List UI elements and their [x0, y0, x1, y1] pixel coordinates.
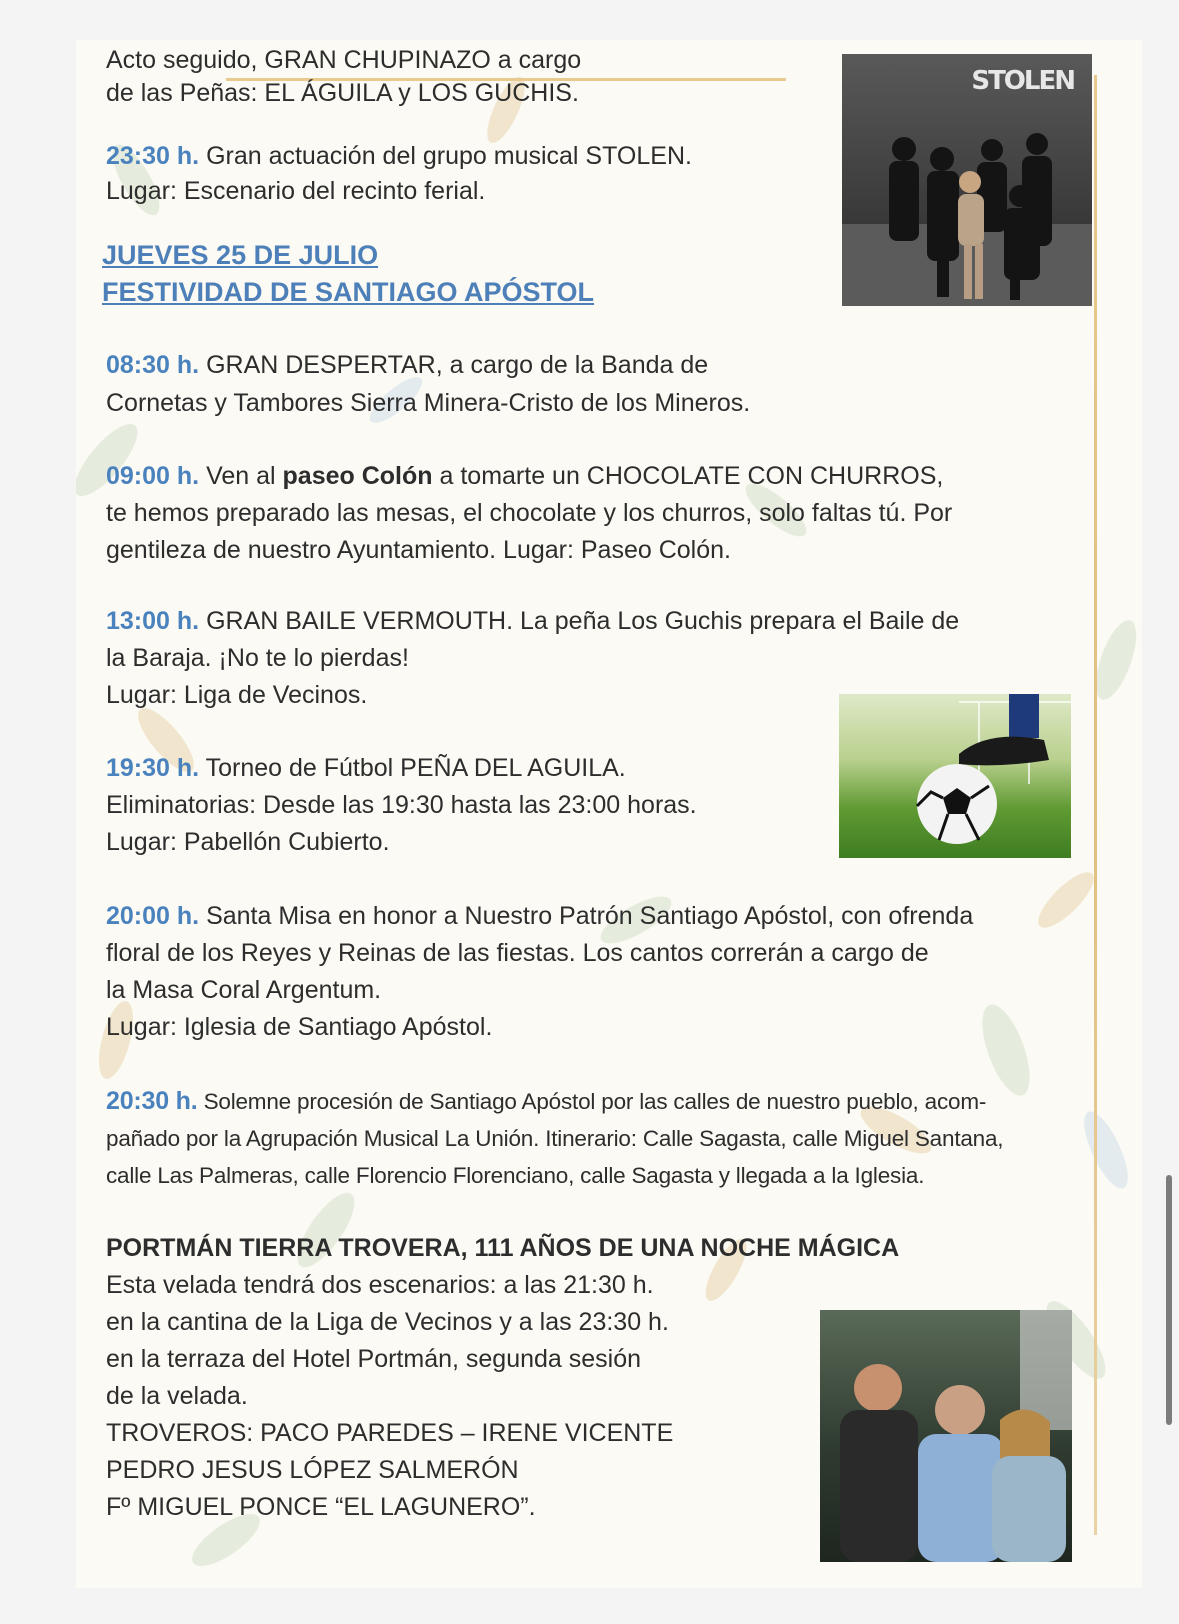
trovera-line-7: Fº MIGUEL PONCE “EL LAGUNERO”. [106, 1493, 536, 1521]
procesion-event [106, 1083, 986, 1120]
event-description: GRAN DESPERTAR, a cargo de la Banda de [206, 351, 709, 379]
day-heading-line-1: JUEVES 25 DE JULIO [102, 240, 379, 270]
football-photo [839, 694, 1071, 858]
vermouth-line-2: la Baraja. ¡No te lo pierdas! [106, 644, 409, 672]
chupinazo-line-1: Acto seguido, GRAN CHUPINAZO a cargo [106, 46, 582, 74]
event-time: 23:30 h. [106, 142, 200, 170]
procesion-line-2: pañado por la Agrupación Musical La Unión. Itinerario: Calle Sagasta, calle Miguel Santana, [106, 1126, 1004, 1151]
misa-line-3: la Masa Coral Argentum. [106, 976, 382, 1004]
event-description: Ven al [206, 462, 276, 490]
procesion-line-3: calle Las Palmeras, calle Florencio Florenciano, calle Sagasta y llegada a la Iglesia. [106, 1163, 925, 1188]
event-description: Solemne procesión de Santiago Apóstol por las calles de nuestro pueblo, acom- [203, 1089, 987, 1114]
day-heading-line-2: FESTIVIDAD DE SANTIAGO APÓSTOL [102, 277, 595, 307]
futbol-line-2: Eliminatorias: Desde las 19:30 hasta las 23:00 horas. [106, 791, 697, 819]
event-description: Torneo de Fútbol PEÑA DEL AGUILA. [205, 754, 626, 782]
trovera-line-3: en la terraza del Hotel Portmán, segunda sesión [106, 1345, 642, 1373]
vermouth-event [106, 603, 959, 640]
event-description: Santa Misa en honor a Nuestro Patrón Santiago Apóstol, con ofrenda [206, 902, 974, 930]
vermouth-line-3: Lugar: Liga de Vecinos. [106, 681, 368, 709]
event-time: 09:00 h. [106, 462, 200, 490]
event-time: 13:00 h. [106, 607, 200, 635]
trovera-title: PORTMÁN TIERRA TROVERA, 111 AÑOS DE UNA NOCHE MÁGICA [106, 1234, 900, 1262]
stolen-logo: STOLEN [971, 66, 1074, 96]
despertar-line-2: Cornetas y Tambores Sierra Minera-Cristo de los Mineros. [106, 389, 751, 417]
chocolate-event [106, 458, 943, 495]
trovera-line-4: de la velada. [106, 1382, 248, 1410]
trovera-line-2: en la cantina de la Liga de Vecinos y a las 23:30 h. [106, 1308, 669, 1336]
futbol-line-3: Lugar: Pabellón Cubierto. [106, 828, 390, 856]
chocolate-line-3: gentileza de nuestro Ayuntamiento. Lugar: Paseo Colón. [106, 536, 731, 564]
chupinazo-line-2: de las Peñas: EL ÁGUILA y LOS GUCHIS. [106, 79, 579, 107]
troveros-photo [820, 1310, 1072, 1562]
misa-event [106, 898, 973, 935]
event-highlight: paseo Colón [282, 462, 433, 490]
program-page [76, 40, 1142, 1588]
trovera-line-5: TROVEROS: PACO PAREDES – IRENE VICENTE [106, 1419, 674, 1447]
stolen-band-photo [842, 54, 1092, 306]
event-time: 20:00 h. [106, 902, 200, 930]
scrollbar-thumb[interactable] [1166, 1175, 1172, 1425]
event-time: 19:30 h. [106, 754, 200, 782]
chocolate-line-2: te hemos preparado las mesas, el chocolate y los churros, solo faltas tú. Por [106, 499, 953, 527]
futbol-event [106, 750, 626, 787]
event-time: 20:30 h. [106, 1087, 198, 1115]
event-time: 08:30 h. [106, 351, 200, 379]
trovera-line-6: PEDRO JESUS LÓPEZ SALMERÓN [106, 1456, 519, 1484]
trovera-line-1: Esta velada tendrá dos escenarios: a las 21:30 h. [106, 1271, 654, 1299]
stolen-place: Lugar: Escenario del recinto ferial. [106, 177, 486, 205]
misa-line-4: Lugar: Iglesia de Santiago Apóstol. [106, 1013, 493, 1041]
gold-frame-line [1094, 75, 1097, 1535]
despertar-event [106, 347, 708, 384]
event-description: GRAN BAILE VERMOUTH. La peña Los Guchis prepara el Baile de [206, 607, 960, 635]
event-description: a tomarte un CHOCOLATE CON CHURROS, [439, 462, 944, 490]
misa-line-2: floral de los Reyes y Reinas de las fiestas. Los cantos correrán a cargo de [106, 939, 929, 967]
event-description: Gran actuación del grupo musical STOLEN. [206, 142, 692, 170]
stolen-event [106, 138, 692, 175]
